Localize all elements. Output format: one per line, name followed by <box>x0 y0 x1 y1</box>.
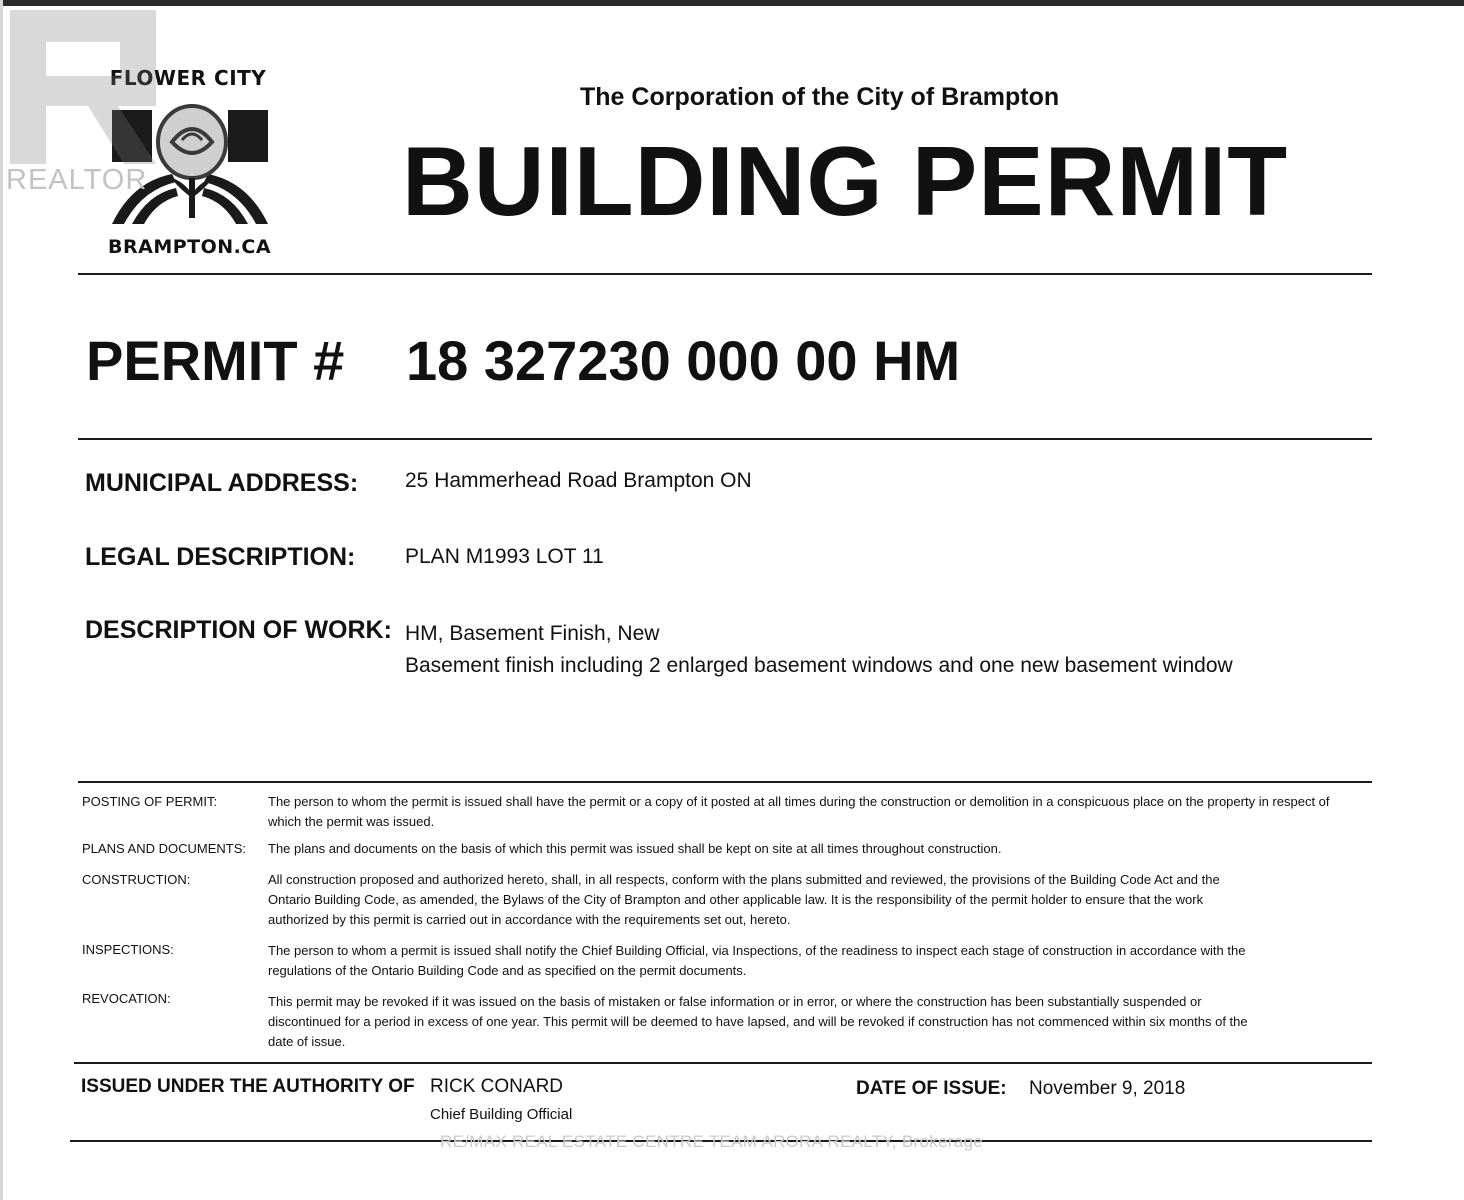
permit-number: 18 327230 000 00 HM <box>406 329 961 392</box>
brokerage-watermark: RE/MAX REAL ESTATE CENTRE TEAM ARORA REALTY, Brokerage <box>440 1132 984 1151</box>
official-name: RICK CONARD <box>430 1076 564 1097</box>
condition-text-construction: All construction proposed and authorized hereto, shall, in all respects, conform with the plans submitted and reviewed, the provisions of the Building Code Act and the Ontario Building Code, as amended, the Bylaws of the City of Brampton and other applicable law. It is the responsibility of the permit holder to ensure that the work authorized by this permit is carried out in accordance with the requirements set out, hereto. <box>268 872 1220 927</box>
address-value: 25 Hammerhead Road Brampton ON <box>405 469 752 492</box>
logo-top-text: FLOWER CITY <box>109 66 267 90</box>
permit-label: PERMIT # <box>86 329 345 392</box>
work-description-line2: Basement finish including 2 enlarged basement windows and one new basement window <box>405 654 1233 677</box>
document-title: BUILDING PERMIT <box>402 126 1289 236</box>
condition-label-inspections: INSPECTIONS: <box>82 942 174 957</box>
realtor-watermark-text: REALTOR <box>6 164 148 196</box>
legal-description-label: LEGAL DESCRIPTION: <box>85 543 356 571</box>
work-description-line1: HM, Basement Finish, New <box>405 622 660 645</box>
condition-label-construction: CONSTRUCTION: <box>82 872 191 887</box>
condition-text-revocation: This permit may be revoked if it was issued on the basis of mistaken or false information or in error, or where the construction has been substantially suspended or discontinued for a period in excess of one year. This permit will be deemed to have lapsed, and will be revoked if construction has not commenced within six months of the date of issue. <box>268 994 1248 1049</box>
divider <box>78 438 1372 440</box>
date-of-issue-label: DATE OF ISSUE: <box>856 1078 1007 1099</box>
official-title: Chief Building Official <box>430 1106 573 1123</box>
divider <box>78 273 1372 275</box>
divider <box>74 1062 1372 1064</box>
condition-text-posting: The person to whom the permit is issued shall have the permit or a copy of it posted at all times during the construction or demolition in a conspicuous place on the property in respect of which the permit was issued. <box>268 794 1330 829</box>
condition-label-plans: PLANS AND DOCUMENTS: <box>82 841 246 856</box>
condition-label-posting: POSTING OF PERMIT: <box>82 794 218 809</box>
work-description-label: DESCRIPTION OF WORK: <box>85 616 392 644</box>
corporation-name: The Corporation of the City of Brampton <box>580 83 1060 111</box>
authority-label: ISSUED UNDER THE AUTHORITY OF <box>81 1076 415 1097</box>
condition-text-inspections: The person to whom a permit is issued shall notify the Chief Building Official, via Inspections, of the readiness to inspect each stage of construction in accordance with the regulations of the Ontario Building Code and as specified on the permit documents. <box>268 943 1246 978</box>
date-of-issue-value: November 9, 2018 <box>1029 1078 1186 1099</box>
logo-bottom-text: BRAMPTON.CA <box>108 236 272 258</box>
legal-description-value: PLAN M1993 LOT 11 <box>405 545 604 568</box>
realtor-watermark <box>0 0 160 200</box>
divider <box>78 781 1372 783</box>
condition-label-revocation: REVOCATION: <box>82 991 171 1006</box>
realtor-r-icon <box>6 6 166 166</box>
scan-edge-top <box>0 0 1464 6</box>
address-label: MUNICIPAL ADDRESS: <box>85 469 359 497</box>
condition-text-plans: The plans and documents on the basis of which this permit was issued shall be kept on site at all times throughout construction. <box>268 841 1002 856</box>
